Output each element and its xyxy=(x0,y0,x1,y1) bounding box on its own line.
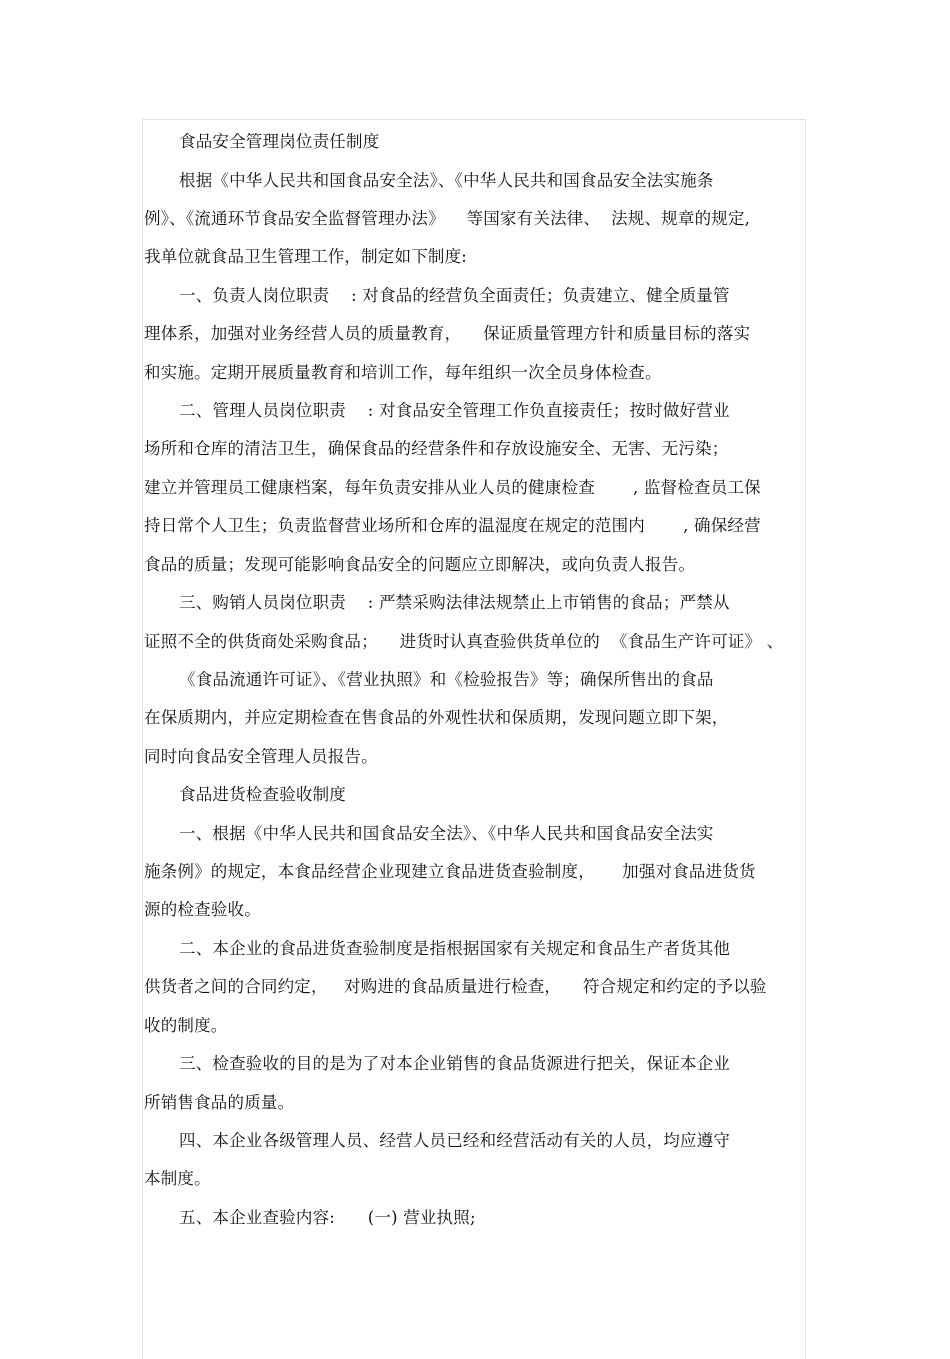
paragraph-line: 三、购销人员岗位职责 : 严禁采购法律法规禁止上市销售的食品；严禁从 xyxy=(179,593,730,612)
paragraph-line: 三、检查验收的目的是为了对本企业销售的食品货源进行把关，保证本企业 xyxy=(179,1054,731,1073)
paragraph-line: 和实施。定期开展质量教育和培训工作，每年组织一次全员身体检查。 xyxy=(144,363,662,382)
paragraph-line: 一、根据《中华人民共和国食品安全法》、《中华人民共和国食品安全法实 xyxy=(179,824,714,843)
paragraph-line: 收的制度。 xyxy=(144,1016,228,1035)
title-inspection-system: 食品进货检查验收制度 xyxy=(179,785,346,804)
paragraph-line: 例》、《流通环节食品安全监督管理办法》 等国家有关法律、 法规、规章的规定, xyxy=(144,209,751,228)
paragraph-line: 场所和仓库的清洁卫生，确保食品的经营条件和存放设施安全、无害、无污染； xyxy=(144,439,729,458)
paragraph-line: 供货者之间的合同约定， 对购进的食品质量进行检查， 符合规定和约定的予以验 xyxy=(144,977,767,996)
paragraph-line: 施条例》的规定，本食品经营企业现建立食品进货查验制度， 加强对食品进货货 xyxy=(144,862,756,881)
paragraph-line: 我单位就食品卫生管理工作，制定如下制度: xyxy=(144,247,468,266)
paragraph-line: 《食品流通许可证》、《营业执照》和《检验报告》等；确保所售出的食品 xyxy=(179,670,714,689)
title-safety-responsibility: 食品安全管理岗位责任制度 xyxy=(179,132,380,151)
paragraph-line: 源的检查验收。 xyxy=(144,900,261,919)
paragraph-line: 根据《中华人民共和国食品安全法》、《中华人民共和国食品安全法实施条 xyxy=(179,171,714,190)
paragraph-line: 二、管理人员岗位职责 : 对食品安全管理工作负直接责任；按时做好营业 xyxy=(179,401,730,420)
paragraph-line: 证照不全的供货商处采购食品； 进货时认真查验供货单位的 《食品生产许可证》 、 xyxy=(144,632,784,651)
paragraph-line: 四、本企业各级管理人员、经营人员已经和经营活动有关的人员，均应遵守 xyxy=(179,1131,731,1150)
paragraph-line: 同时向食品安全管理人员报告。 xyxy=(144,747,378,766)
paragraph-line: 建立并管理员工健康档案，每年负责安排从业人员的健康检查 , 监督检查员工保 xyxy=(144,478,761,497)
paragraph-line: 食品的质量；发现可能影响食品安全的问题应立即解决，或向负责人报告。 xyxy=(144,555,696,574)
paragraph-line: 所销售食品的质量。 xyxy=(144,1093,295,1112)
paragraph-line: 五、本企业查验内容: (一) 营业执照; xyxy=(179,1208,476,1227)
paragraph-line: 持日常个人卫生；负责监督营业场所和仓库的温湿度在规定的范围内 , 确保经营 xyxy=(144,516,761,535)
paragraph-line: 一、负责人岗位职责 : 对食品的经营负全面责任；负责建立、健全质量管 xyxy=(179,286,730,305)
paragraph-line: 理体系，加强对业务经营人员的质量教育， 保证质量管理方针和质量目标的落实 xyxy=(144,324,751,343)
paragraph-line: 在保质期内，并应定期检查在售食品的外观性状和保质期，发现问题立即下架， xyxy=(144,708,729,727)
paragraph-line: 本制度。 xyxy=(144,1169,211,1188)
paragraph-line: 二、本企业的食品进货查验制度是指根据国家有关规定和食品生产者货其他 xyxy=(179,939,731,958)
